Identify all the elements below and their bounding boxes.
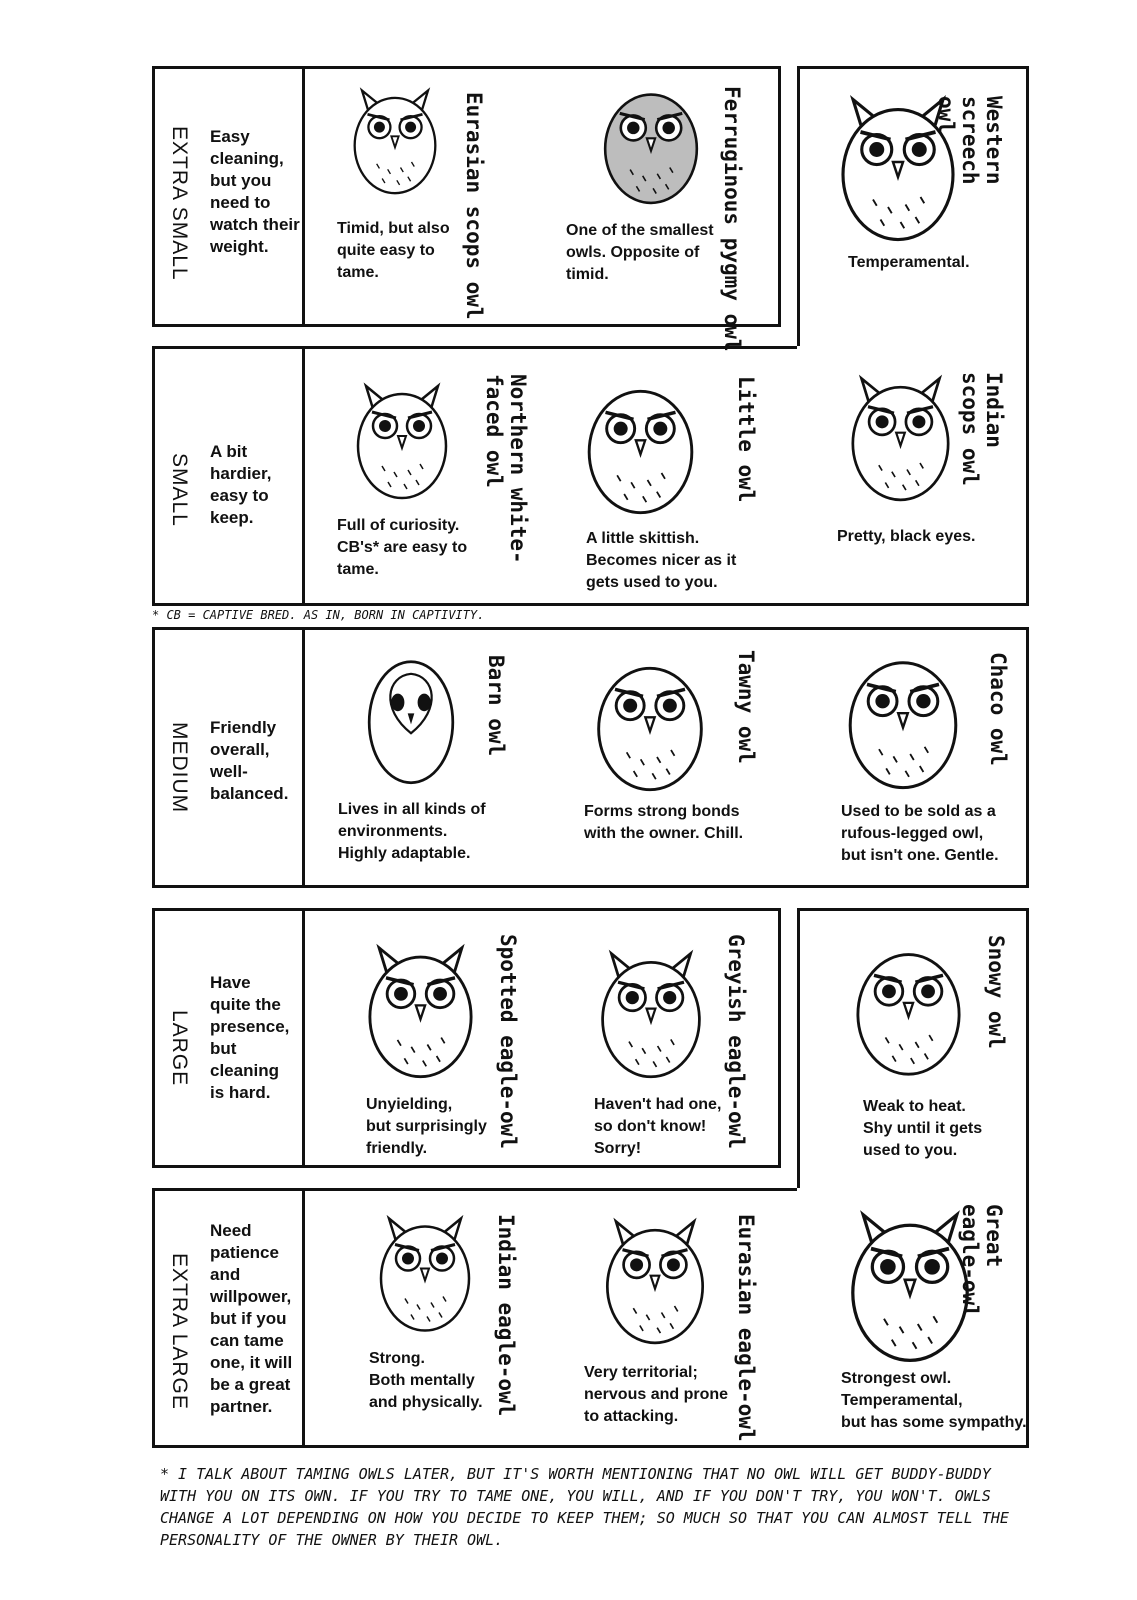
owl-description: Temperamental. <box>848 254 970 271</box>
owl-illustration <box>363 940 478 1080</box>
category-description: Friendly overall, well- balanced. <box>210 718 289 803</box>
owl-illustration <box>838 372 963 502</box>
owl-illustration <box>590 652 710 792</box>
owl-illustration <box>356 645 466 795</box>
owl-description: Forms strong bonds with the owner. Chill. <box>584 803 744 842</box>
owl-description: One of the smallest owls. Opposite of timid. <box>566 222 714 283</box>
divider <box>302 908 305 1168</box>
owl-description: Unyielding, but surprisingly friendly. <box>366 1096 487 1157</box>
owl-illustration <box>375 1210 475 1335</box>
size-label-small: SMALL <box>168 453 191 527</box>
owl-illustration <box>596 80 706 205</box>
owl-illustration <box>843 643 963 793</box>
owl-description: Strongest owl. Temperamental, but has some sympathy. <box>841 1370 1027 1431</box>
owl-illustration <box>578 375 703 515</box>
owl-description: A little skittish. Becomes nicer as it gets used to you. <box>586 530 737 591</box>
owl-description: Lives in all kinds of environments. Highly adaptable. <box>338 801 486 862</box>
size-label-large: LARGE <box>168 1010 191 1087</box>
size-label-medium: MEDIUM <box>168 722 191 814</box>
owl-description: Haven't had one, so don't know! Sorry! <box>594 1096 722 1157</box>
owl-name: Ferruginous pygmy owl <box>720 86 744 352</box>
owl-name: Northern white- faced owl <box>482 374 530 564</box>
owl-illustration <box>345 85 445 195</box>
category-description: A bit hardier, easy to keep. <box>210 442 272 527</box>
owl-name: Tawny owl <box>734 650 758 764</box>
owl-name: Greyish eagle-owl <box>724 934 748 1149</box>
owl-name: Indian eagle-owl <box>494 1214 518 1417</box>
connector-mask <box>797 346 1026 350</box>
owl-illustration <box>845 1200 975 1370</box>
owl-illustration <box>851 935 966 1080</box>
owl-illustration <box>600 1215 710 1345</box>
owl-illustration <box>337 380 467 500</box>
owl-description: Weak to heat. Shy until it gets used to you. <box>863 1098 983 1159</box>
footnote-taming: * I TALK ABOUT TAMING OWLS LATER, BUT IT'S WORTH MENTIONING THAT NO OWL WILL GET BUDDY-BUDDY WITH YOU ON ITS OWN. IF YOU TRY TO TAME ONE, YOU WILL, AND IF YOU DON'T TRY, YOU WON'T. OWLS CHANGE A LOT DEPENDING ON HOW YOU DECIDE TO KEEP THEM; SO MUCH SO THAT YOU CAN ALMOST TELL THE PERSONALITY OF THE OWNER BY THEIR OWL. <box>160 1465 1009 1549</box>
owl-description: Full of curiosity. CB's* are easy to tame. <box>337 517 468 578</box>
owl-name: Chaco owl <box>986 652 1010 766</box>
owl-name: Great eagle-owl <box>958 1204 1006 1318</box>
owl-illustration <box>596 943 706 1083</box>
owl-name: Western screech owl <box>934 96 1006 185</box>
owl-name: Spotted eagle-owl <box>496 934 520 1149</box>
owl-description: Very territorial; nervous and prone to attacking. <box>584 1364 729 1425</box>
size-label-extra-small: EXTRA SMALL <box>168 126 191 281</box>
size-label-extra-large: EXTRA LARGE <box>168 1253 191 1410</box>
connector-mask <box>797 1188 1026 1192</box>
owl-name: Indian scops owl <box>958 372 1006 486</box>
divider <box>302 1188 305 1448</box>
owl-name: Snowy owl <box>984 935 1008 1049</box>
owl-name: Little owl <box>734 376 758 503</box>
owl-description: Strong. Both mentally and physically. <box>369 1350 483 1411</box>
category-description: Easy cleaning, but you need to watch their weight. <box>210 127 300 256</box>
owl-name: Eurasian eagle-owl <box>734 1214 758 1442</box>
footnote-cb: * CB = CAPTIVE BRED. AS IN, BORN IN CAPTIVITY. <box>152 608 485 622</box>
divider <box>302 346 305 606</box>
category-description: Need patience and willpower, but if you can tame one, it will be a great partner. <box>210 1221 293 1416</box>
owl-name: Barn owl <box>484 655 508 757</box>
owl-name: Eurasian scops owl <box>462 92 486 320</box>
owl-description: Pretty, black eyes. <box>837 528 976 545</box>
owl-description: Timid, but also quite easy to tame. <box>337 220 450 281</box>
owl-description: Used to be sold as a rufous-legged owl, but isn't one. Gentle. <box>841 803 999 864</box>
divider <box>302 627 305 888</box>
category-description: Have quite the presence, but cleaning is hard. <box>210 973 290 1102</box>
divider <box>302 66 305 327</box>
